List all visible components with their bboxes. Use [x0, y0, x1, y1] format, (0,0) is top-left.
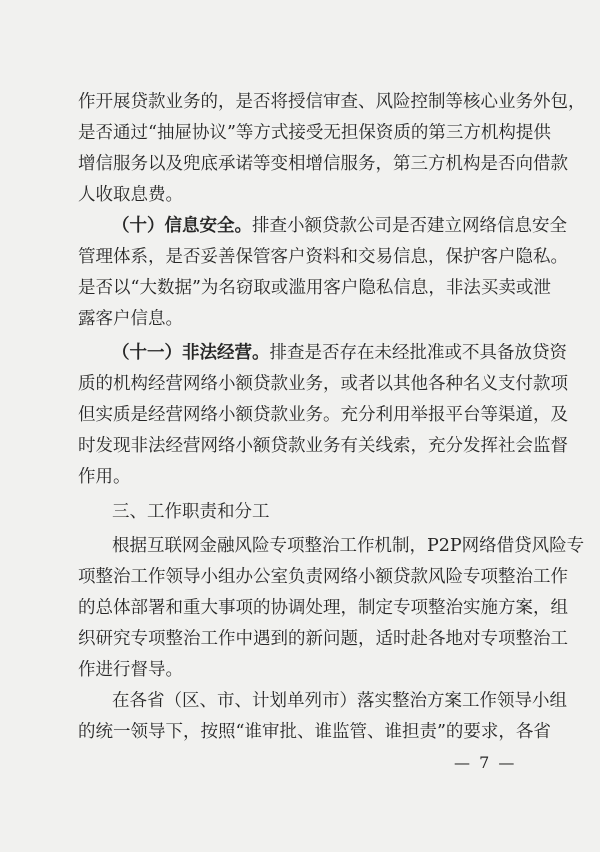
text-span: 排查是否存在未经批准或不具备放贷资 — [269, 343, 567, 363]
text-line: 但实质是经营网络小额贷款业务。充分利用举报平台等渠道，及 — [78, 405, 568, 425]
text-line: 质的机构经营网络小额贷款业务，或者以其他各种名义支付款项 — [78, 374, 568, 394]
text-line: 管理体系，是否妥善保管客户资料和交易信息，保护客户隐私。 — [78, 247, 568, 267]
item-heading-info-security: （十）信息安全。 — [112, 216, 252, 236]
item-heading-illegal-operation: （十一）非法经营。 — [112, 343, 270, 363]
text-line: 的统一领导下，按照“谁审批、谁监管、谁担责”的要求，各省 — [78, 722, 551, 742]
text-line: 项整治工作领导小组办公室负责网络小额贷款风险专项整治工作 — [78, 567, 568, 587]
text-span: 排查小额贷款公司是否建立网络信息安全 — [252, 216, 567, 236]
text-line: 露客户信息。 — [78, 309, 183, 329]
paragraph-first-line — [112, 341, 567, 365]
text-line: 人收取息费。 — [78, 185, 183, 205]
text-line: 在各省（区、市、计划单列市）落实整治方案工作领导小组 — [112, 691, 567, 711]
text-line: 作进行督导。 — [78, 660, 183, 680]
paragraph-first-line — [112, 214, 567, 238]
text-line: 的总体部署和重大事项的协调处理，制定专项整治实施方案，组 — [78, 598, 568, 618]
text-line: 时发现非法经营网络小额贷款业务有关线索，充分发挥社会监督 — [78, 436, 568, 456]
text-line: 是否以“大数据”为名窃取或滥用客户隐私信息，非法买卖或泄 — [78, 278, 551, 298]
text-line: 织研究专项整治工作中遇到的新问题，适时赴各地对专项整治工 — [78, 629, 568, 649]
text-line: 是否通过“抽屉协议”等方式接受无担保资质的第三方机构提供 — [78, 123, 551, 143]
text-line: 作开展贷款业务的，是否将授信审查、风险控制等核心业务外包， — [78, 92, 586, 112]
text-line: 增信服务以及兜底承诺等变相增信服务，第三方机构是否向借款 — [78, 154, 568, 174]
section-heading: 三、工作职责和分工 — [112, 502, 270, 522]
text-line: 作用。 — [78, 467, 131, 487]
page-number: — 7 — — [454, 753, 517, 772]
text-line: 根据互联网金融风险专项整治工作机制，P2P网络借贷风险专 — [112, 536, 585, 556]
